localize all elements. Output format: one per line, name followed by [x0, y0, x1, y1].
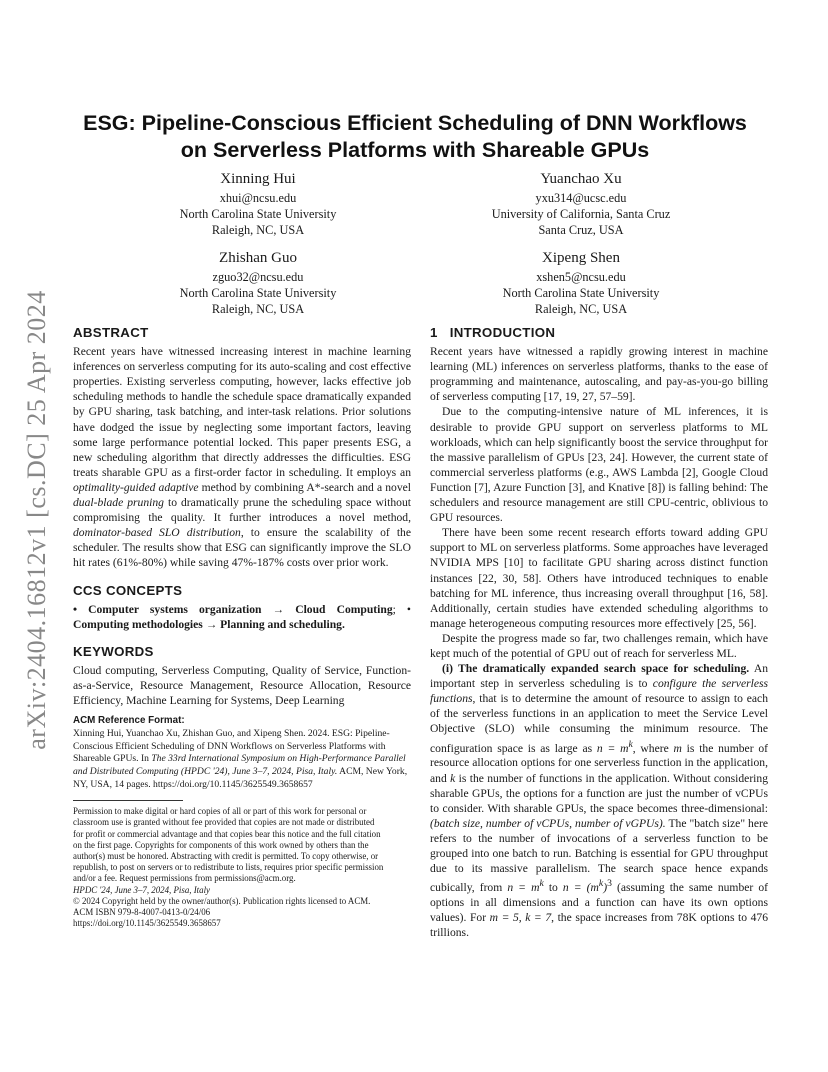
ccs-concepts: • Computer systems organization → Cloud Computing; • Computing methodologies → Planning and scheduling.	[73, 602, 411, 631]
copyright-line: © 2024 Copyright held by the owner/author(s). Publication rights licensed to ACM.	[73, 895, 371, 906]
author-affiliation: University of California, Santa Cruz	[491, 207, 671, 221]
abstract-text: Recent years have witnessed increasing interest in machine learning inferences on serverless computing for its auto-scaling and cost effective properties. Existing serverless computing, however, lacks effective job scheduling methods to handle the schedule space dramatically expanded by GPU sharing, task batching, and inter-task relations. Prior solutions have dodged the issue by neglecting some important factors, leaving some large performance potential locked. This paper presents ESG, a new scheduling algorithm that directly addresses the difficulties. ESG treats sharable GPU as a first-order factor in scheduling. It employs an optimality-guided adaptive method by combining A*-search and a novel dual-blade pruning to dramatically prune the scheduling space without compromising the quality. It further introduces a novel method, dominator-based SLO distribution, to ensure the scalability of the scheduler. The results show that ESG can significantly improve the SLO hit rates (61%-80%) while saving 47%-187% costs over prior work.	[73, 345, 412, 570]
author-affiliation: North Carolina State University	[179, 286, 337, 300]
arxiv-side-tag	[20, 285, 54, 755]
author-affiliation: North Carolina State University	[179, 207, 337, 221]
author-location: Raleigh, NC, USA	[211, 302, 305, 316]
author-block-1	[128, 170, 388, 238]
author-email: xhui@ncsu.edu	[219, 191, 297, 205]
keywords-heading: KEYWORDS	[73, 643, 154, 659]
title-line-2: on Serverless Platforms with Shareable GPUs	[180, 138, 650, 162]
acm-reference-text: Xinning Hui, Yuanchao Xu, Zhishan Guo, and Xipeng Shen. 2024. ESG: Pipeline-Conscious Efficient Scheduling of DNN Workflows on Serverless Platforms with Shareable GPUs. In The 33rd International Symposium on High-Performance Parallel and Distributed Computing (HPDC '24), June 3–7, 2024, Pisa, Italy. ACM, New York, NY, USA, 14 pages. https://doi.org/10.1145/3625549.3658657	[73, 728, 408, 790]
footnote-rule	[73, 800, 183, 801]
paper-title	[60, 110, 770, 164]
left-column	[73, 325, 411, 929]
author-location: Raleigh, NC, USA	[534, 302, 628, 316]
intro-paragraph-5: (i) The dramatically expanded search space for scheduling. An important step in serverless scheduling is to configure the serverless functions, that is to determine the amount of resource to assign to each of the serverless functions in an application to meet the Service Level Objective (SLO) while consuming the minimum resource. The configuration space is as large as $n = m^k$, where m is the number of resource allocation options for one serverless function in the application, and k is the number of functions in the application. Without considering sharable GPUs, the options for a function are just the number of vCPUs to consider. With sharable GPUs, the space becomes three-dimensional: (batch size, number of vCPUs, number of vGPUs). The "batch size" here refers to the number of invocations of a serverless function to be grouped into one batch to run. Batching is essential for GPU throughput due to its massive parallelism. The search space hence expands cubically, from $n = m^k$ to $n = (m^k)^3$ (assuming the same number of options in all dimensions and a function can have its own options values). For m = 5, k = 7, the space increases from 78K options to 476 trillions.	[430, 662, 769, 940]
right-column	[430, 325, 768, 940]
intro-paragraph-3: There have been some recent research efforts toward adding GPU support to ML on serverless platforms. Some approaches have leveraged NVIDIA MPS [10] to facilitate GPU sharing across distinct function instances [22, 30, 58]. Others have introduced techniques to enable batching for ML inference, thus increasing overall throughput [16, 58]. Additionally, certain studies have extended scheduling algorithms to manage heterogeneous computing resources more effectively [25, 56].	[430, 526, 768, 630]
author-location: Santa Cruz, USA	[538, 223, 624, 237]
intro-paragraph-4: Despite the progress made so far, two challenges remain, which have kept much of the potential of GPU out of reach for serverless ML.	[430, 631, 768, 660]
author-name: Xipeng Shen	[542, 250, 620, 266]
author-block-2	[440, 170, 722, 238]
author-email: yxu314@ucsc.edu	[535, 191, 627, 205]
venue-line: HPDC '24, June 3–7, 2024, Pisa, Italy	[73, 884, 210, 895]
introduction-heading: 1 INTRODUCTION	[430, 325, 556, 340]
title-line-1: ESG: Pipeline-Conscious Efficient Scheduling of DNN Workflows	[83, 111, 747, 135]
author-email: zguo32@ncsu.edu	[212, 270, 304, 284]
doi-line: https://doi.org/10.1145/3625549.3658657	[73, 918, 221, 929]
abstract-heading: ABSTRACT	[73, 325, 149, 340]
intro-paragraph-2: Due to the computing-intensive nature of ML inferences, it is desirable to provide GPU support on serverless platforms to ML workloads, which can help significantly boost the service throughput for the massive parallelism of GPUs [23, 24]. However, the current state of commercial serverless platforms (e.g., AWS Lambda [2], Google Cloud Function [7], Azure Function [3], and Knative [8]) is falling behind: The schedulers and resource management are still CPU-centric, oblivious to GPU resources.	[430, 405, 768, 525]
author-name: Xinning Hui	[220, 171, 296, 187]
author-name: Yuanchao Xu	[540, 171, 622, 187]
author-affiliation: North Carolina State University	[502, 286, 660, 300]
keywords-text: Cloud computing, Serverless Computing, Quality of Service, Function-as-a-Service, Resource Management, Resource Allocation, Resource Efficiency, Machine Learning for Systems, Deep Learning	[73, 663, 411, 708]
author-name: Zhishan Guo	[219, 250, 297, 266]
acm-reference-heading: ACM Reference Format:	[73, 715, 185, 727]
arxiv-identifier: arXiv:2404.16812v1 [cs.DC] 25 Apr 2024	[22, 290, 51, 750]
author-location: Raleigh, NC, USA	[211, 223, 305, 237]
author-email: xshen5@ncsu.edu	[536, 270, 626, 284]
author-block-4	[440, 249, 722, 317]
intro-paragraph-1: Recent years have witnessed a rapidly growing interest in machine learning (ML) inferences on serverless platforms, thanks to the ease of programming and maintenance, autoscaling, and pay-as-you-go billing of serverless computing [17, 19, 27, 57–59].	[430, 345, 768, 404]
ccs-heading: CCS CONCEPTS	[73, 582, 183, 598]
permission-notice: Permission to make digital or hard copies of all or part of this work for personal or classroom use is granted without fee provided that copies are not made or distributed for profit or commercial advantage and that copies bear this notice and the full citation on the first page. Copyrights for components of this work owned by others than the author(s) must be honored. Abstracting with credit is permitted. To copy otherwise, or republish, to post on servers or to redistribute to lists, requires prior specific permission and/or a fee. Request permissions from permissions@acm.org. HPDC '24, June 3–7, 2024, Pisa, Italy © 2024 Copyright held by the owner/author(s). Publication rights licensed to ACM. ACM ISBN 979-8-4007-0413-0/24/06 https://doi.org/10.1145/3625549.3658657	[73, 806, 411, 929]
isbn-line: ACM ISBN 979-8-4007-0413-0/24/06	[73, 907, 211, 918]
author-block-3	[128, 249, 388, 317]
